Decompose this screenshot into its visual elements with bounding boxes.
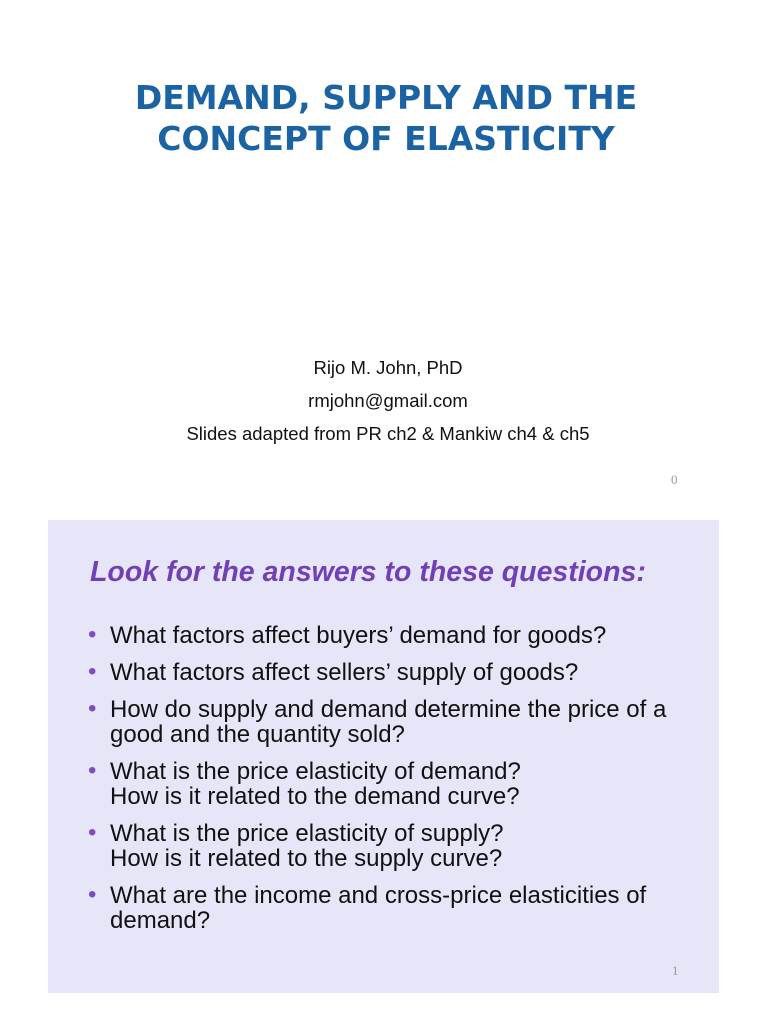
question-line: What is the price elasticity of demand? — [110, 758, 521, 785]
list-item — [48, 759, 719, 809]
page-number: 0 — [671, 472, 678, 487]
question-line: What is the price elasticity of supply? — [110, 820, 504, 847]
slide-title-line: CONCEPT OF ELASTICITY — [157, 119, 615, 158]
question-line: What are the income and cross-price elasticities of — [110, 882, 647, 909]
list-item — [48, 883, 719, 933]
bullet-icon: • — [88, 757, 97, 784]
author-block — [8, 351, 768, 450]
question-text — [110, 623, 719, 648]
author-email: rmjohn@gmail.com — [308, 390, 468, 411]
bullet-icon: • — [88, 695, 97, 722]
question-line: demand? — [110, 907, 211, 934]
question-text — [110, 697, 719, 747]
source-note: Slides adapted from PR ch2 & Mankiw ch4 & ch5 — [186, 423, 590, 444]
question-text — [110, 821, 719, 871]
question-line: How do supply and demand determine the price of a — [110, 696, 667, 723]
question-text — [110, 883, 719, 933]
list-item — [48, 821, 719, 871]
question-line: How is it related to the demand curve? — [110, 783, 520, 810]
questions-slide — [48, 520, 719, 993]
bullet-icon: • — [88, 658, 97, 685]
list-item — [48, 660, 719, 685]
slide-title-line: DEMAND, SUPPLY AND THE — [134, 78, 638, 117]
question-line: What factors affect buyers’ demand for goods? — [110, 622, 607, 649]
question-text — [110, 660, 719, 685]
question-text — [110, 759, 719, 809]
list-item — [48, 623, 719, 648]
author-name: Rijo M. John, PhD — [313, 357, 463, 378]
slide-title — [4, 77, 768, 159]
bullet-icon: • — [88, 819, 97, 846]
bullet-icon: • — [88, 881, 97, 908]
slide-heading: Look for the answers to these questions: — [90, 556, 646, 588]
list-item — [48, 697, 719, 747]
bullet-icon: • — [88, 621, 97, 648]
page-number: 1 — [672, 963, 679, 978]
question-line: good and the quantity sold? — [110, 721, 405, 748]
question-list — [48, 623, 719, 945]
question-line: What factors affect sellers’ supply of goods? — [110, 659, 579, 686]
question-line: How is it related to the supply curve? — [110, 845, 503, 872]
